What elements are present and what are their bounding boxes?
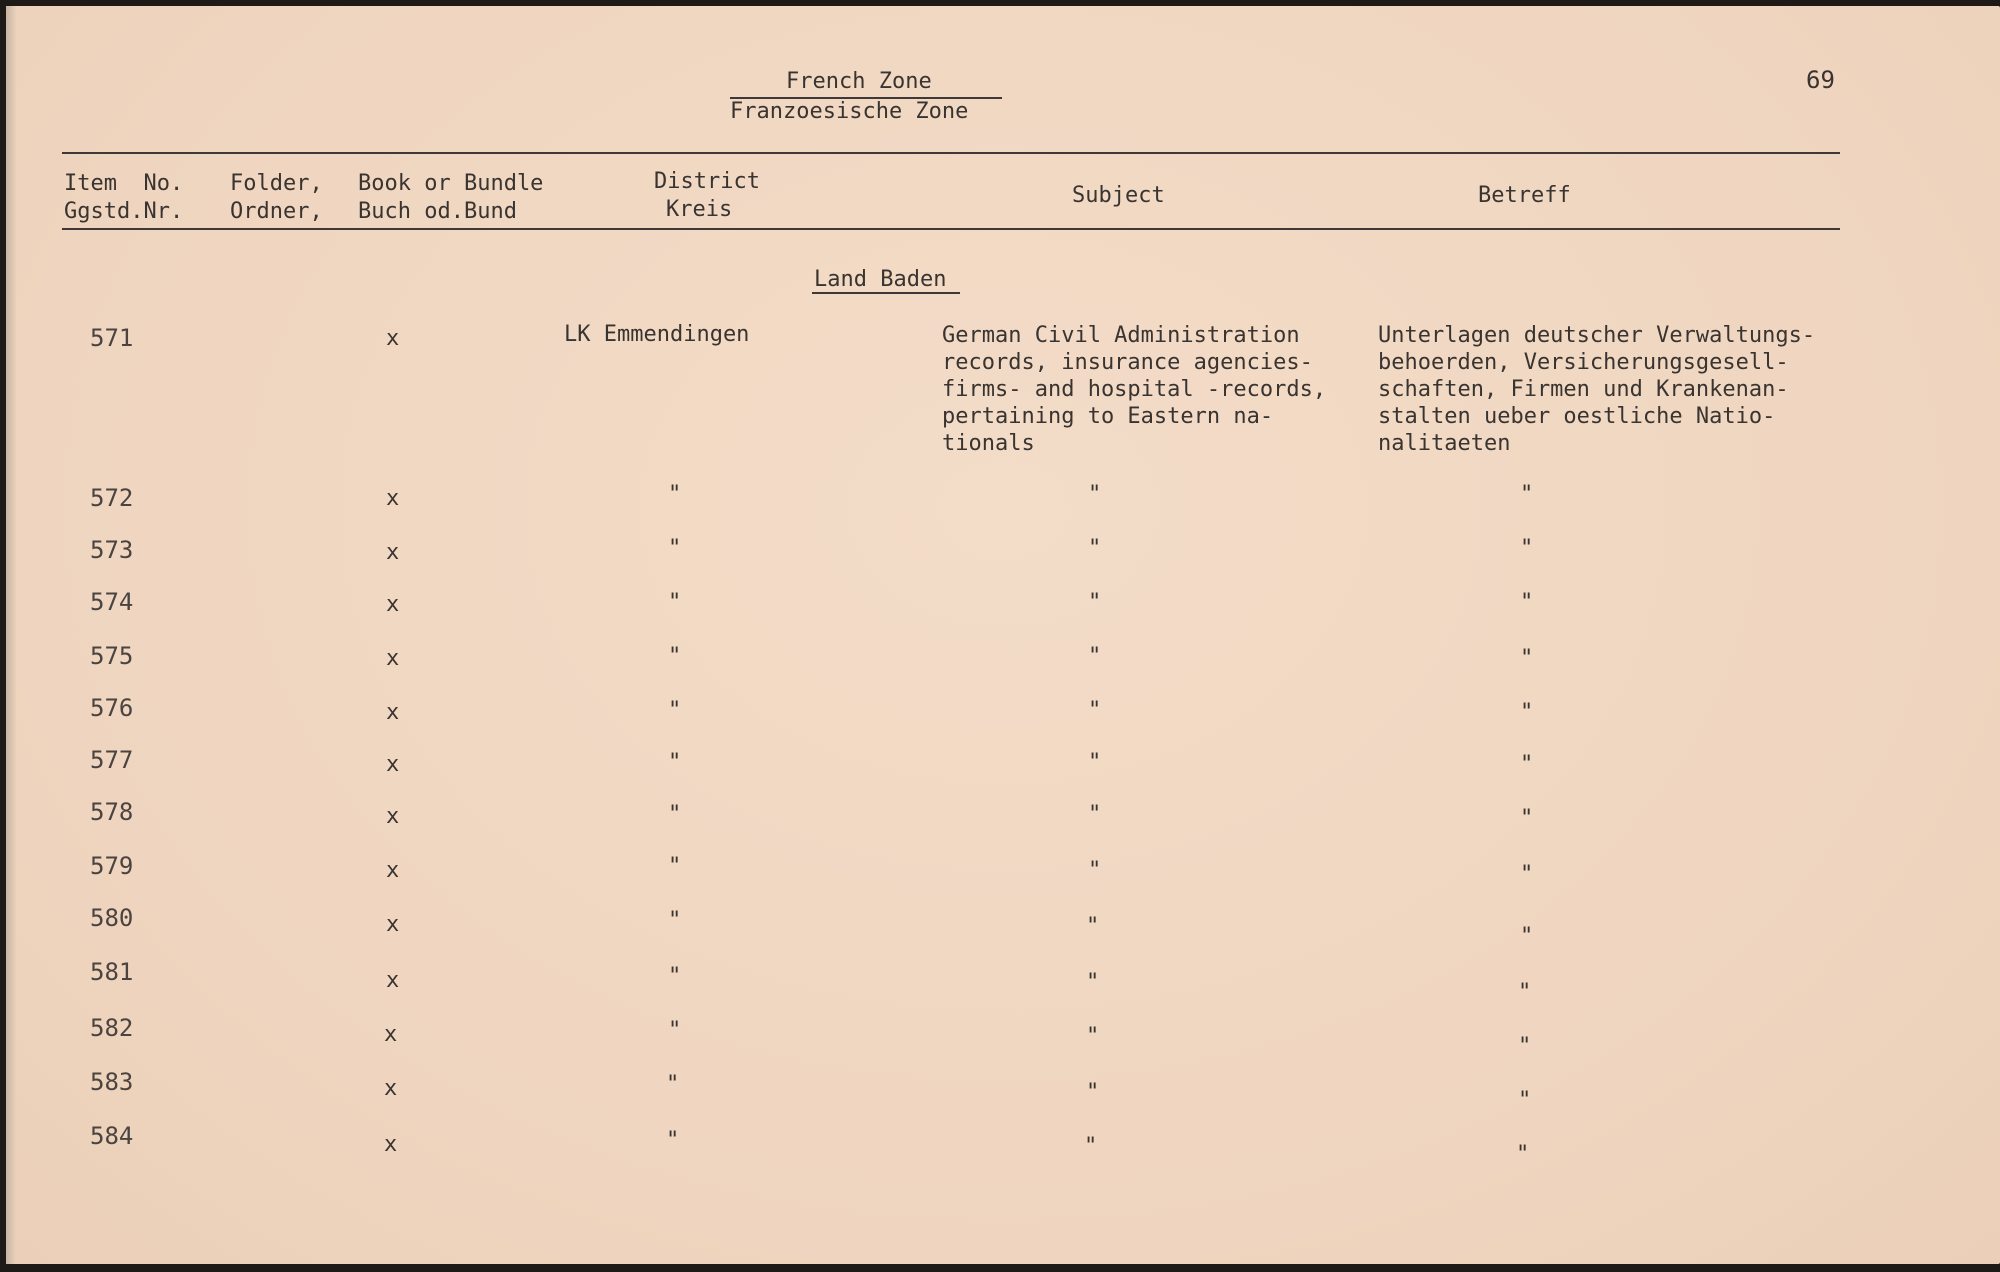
district-ditto: " xyxy=(666,1128,680,1153)
betreff-ditto: " xyxy=(1520,700,1534,725)
subject-ditto: " xyxy=(1088,644,1102,669)
book-mark: x xyxy=(386,912,400,937)
subject-ditto: " xyxy=(1088,536,1102,561)
col-folder-line1: Folder, xyxy=(230,171,323,196)
betreff-text xyxy=(1378,322,1815,457)
subject-ditto: " xyxy=(1088,698,1102,723)
betreff-ditto: " xyxy=(1520,646,1534,671)
district-ditto: " xyxy=(668,698,682,723)
col-book-line1: Book or Bundle xyxy=(358,171,544,196)
item-number: 583 xyxy=(90,1068,134,1096)
page-edge xyxy=(6,6,16,1264)
header-rule-bottom xyxy=(62,228,1840,230)
book-mark: x xyxy=(386,592,400,617)
district-ditto: " xyxy=(668,964,682,989)
item-number: 576 xyxy=(90,694,134,722)
betreff-ditto: " xyxy=(1518,1034,1532,1059)
col-book-line2: Buch od.Bund xyxy=(358,199,517,224)
col-item-line2: Ggstd.Nr. xyxy=(64,199,184,224)
col-district-line2: Kreis xyxy=(666,197,733,222)
book-mark: x xyxy=(386,486,400,511)
subject-ditto: " xyxy=(1086,1024,1100,1049)
subject-text xyxy=(942,322,1326,457)
col-betreff: Betreff xyxy=(1478,183,1571,208)
betreff-ditto: " xyxy=(1520,924,1534,949)
book-mark: x xyxy=(386,700,400,725)
book-mark: x xyxy=(386,858,400,883)
subject-line: firms- and hospital -records, xyxy=(942,377,1327,402)
book-mark: x xyxy=(386,968,400,993)
betreff-ditto: " xyxy=(1520,752,1534,777)
subject-ditto: " xyxy=(1088,750,1102,775)
book-mark: x xyxy=(386,646,400,671)
district-ditto: " xyxy=(668,1018,682,1043)
item-number: 582 xyxy=(90,1014,134,1042)
zone-title-en: French Zone xyxy=(786,69,932,94)
betreff-line: Unterlagen deutscher Verwaltungs- xyxy=(1378,323,1816,348)
book-mark: x xyxy=(384,1076,398,1101)
betreff-ditto: " xyxy=(1518,980,1532,1005)
col-subject: Subject xyxy=(1072,183,1165,208)
col-folder-line2: Ordner, xyxy=(230,199,323,224)
subject-line: German Civil Administration xyxy=(942,323,1300,348)
betreff-ditto: " xyxy=(1520,806,1534,831)
district-ditto: " xyxy=(668,644,682,669)
item-number: 572 xyxy=(90,484,134,512)
item-number: 573 xyxy=(90,536,134,564)
district-ditto: " xyxy=(668,750,682,775)
item-number: 580 xyxy=(90,904,134,932)
betreff-line: nalitaeten xyxy=(1378,431,1511,456)
subject-ditto: " xyxy=(1088,858,1102,883)
book-mark: x xyxy=(384,1022,398,1047)
subject-ditto: " xyxy=(1086,970,1100,995)
betreff-ditto: " xyxy=(1520,536,1534,561)
subject-ditto: " xyxy=(1084,1134,1098,1159)
betreff-ditto: " xyxy=(1520,590,1534,615)
document-page xyxy=(6,6,2000,1264)
betreff-line: schaften, Firmen und Krankenan- xyxy=(1378,377,1789,402)
district-ditto: " xyxy=(668,854,682,879)
section-title-underline xyxy=(812,292,960,294)
item-number: 581 xyxy=(90,958,134,986)
book-mark: x xyxy=(386,752,400,777)
betreff-ditto: " xyxy=(1520,862,1534,887)
subject-line: records, insurance agencies- xyxy=(942,350,1313,375)
subject-ditto: " xyxy=(1088,590,1102,615)
book-mark: x xyxy=(386,804,400,829)
district-value: LK Emmendingen xyxy=(564,322,750,347)
col-item-line1: Item No. xyxy=(64,171,184,196)
book-mark: x xyxy=(386,540,400,565)
betreff-line: stalten ueber oestliche Natio- xyxy=(1378,404,1776,429)
district-ditto: " xyxy=(668,482,682,507)
district-ditto: " xyxy=(668,908,682,933)
subject-ditto: " xyxy=(1086,1080,1100,1105)
subject-line: tionals xyxy=(942,431,1035,456)
item-number: 575 xyxy=(90,642,134,670)
section-title: Land Baden xyxy=(814,267,947,292)
zone-title-de: Franzoesische Zone xyxy=(730,99,969,124)
betreff-ditto: " xyxy=(1518,1088,1532,1113)
betreff-ditto: " xyxy=(1516,1142,1530,1167)
betreff-line: behoerden, Versicherungsgesell- xyxy=(1378,350,1789,375)
item-number: 571 xyxy=(90,324,134,352)
subject-ditto: " xyxy=(1088,482,1102,507)
item-number: 584 xyxy=(90,1122,134,1150)
header-rule-top xyxy=(62,152,1840,154)
subject-ditto: " xyxy=(1086,914,1100,939)
item-number: 578 xyxy=(90,798,134,826)
book-mark: x xyxy=(386,326,400,351)
item-number: 579 xyxy=(90,852,134,880)
subject-ditto: " xyxy=(1088,802,1102,827)
book-mark: x xyxy=(384,1132,398,1157)
item-number: 577 xyxy=(90,746,134,774)
district-ditto: " xyxy=(668,536,682,561)
item-number: 574 xyxy=(90,588,134,616)
district-ditto: " xyxy=(668,590,682,615)
col-district-line1: District xyxy=(654,169,760,194)
subject-line: pertaining to Eastern na- xyxy=(942,404,1274,429)
betreff-ditto: " xyxy=(1520,482,1534,507)
district-ditto: " xyxy=(666,1072,680,1097)
district-ditto: " xyxy=(668,802,682,827)
page-number: 69 xyxy=(1806,66,1835,94)
